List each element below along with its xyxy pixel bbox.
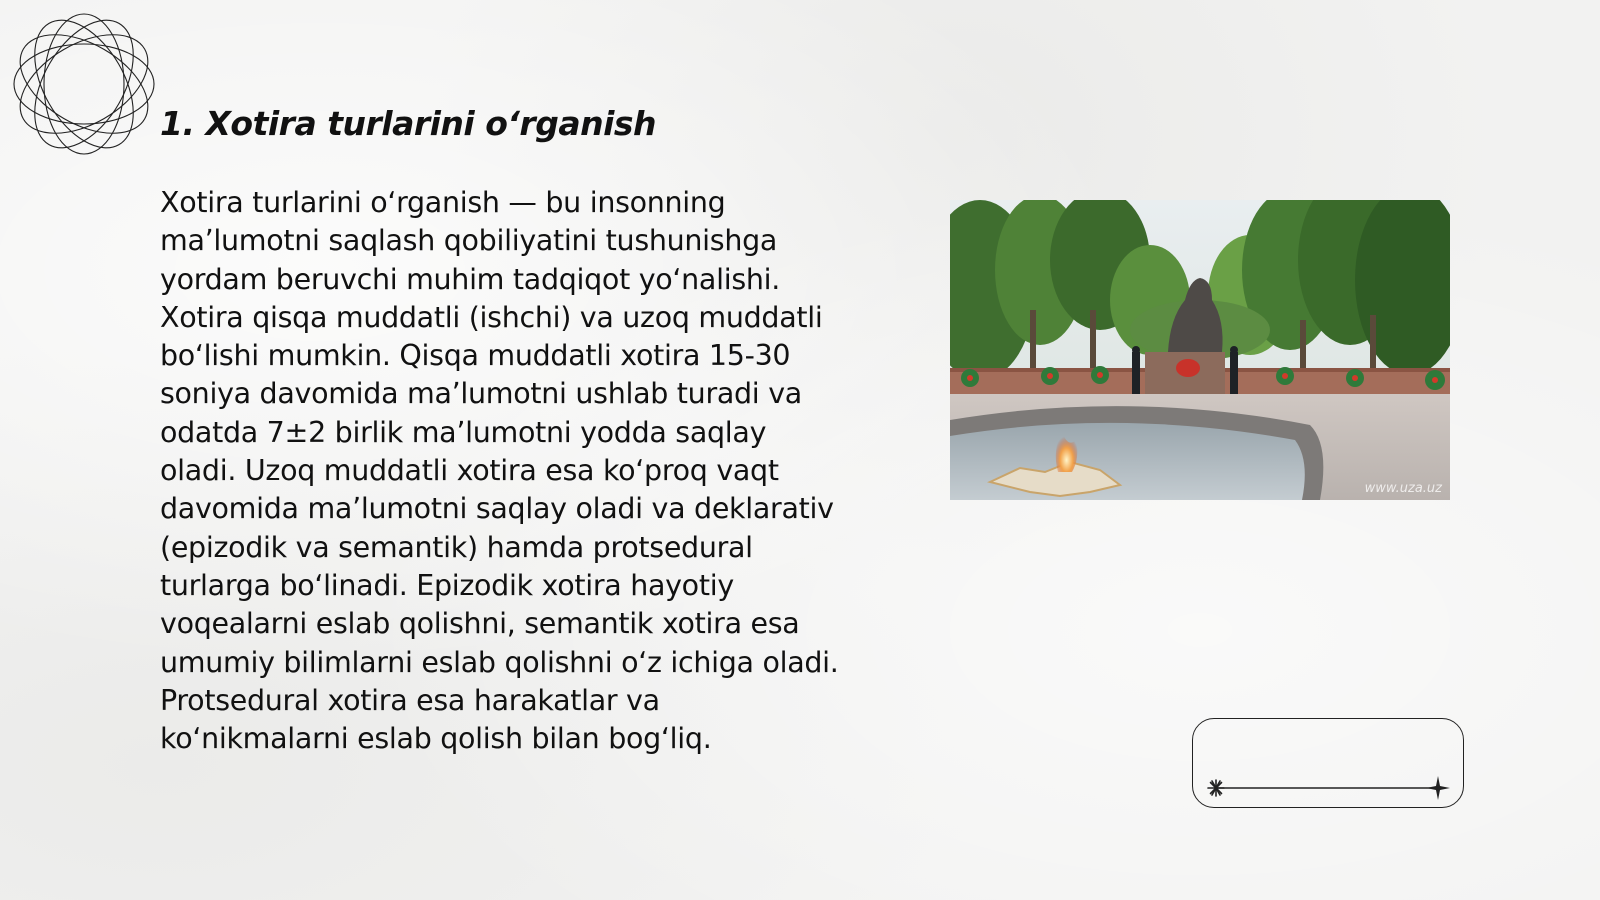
photo-watermark: www.uza.uz [1364, 481, 1442, 496]
four-point-star-icon [1426, 776, 1450, 800]
memorial-photo [950, 200, 1450, 500]
body-paragraph: Xotira turlarini oʻrganish — bu insonning maʼlumotni saqlash qobiliyatini tushunishga yordam beruvchi muhim tadqiqot yoʻnalishi. Xotira qisqa muddatli (ishchi) va uzoq muddatli boʻlishi mumkin. Qisqa muddatli xotira 15-30 soniya davomida maʼlumotni ushlab turadi va odatda 7±2 birlik maʼlumotni yodda saqlay oladi. Uzoq muddatli xotira esa koʻproq vaqt davomida maʼlumotni saqlay oladi va deklarativ (epizodik va semantik) hamda protsedural turlarga boʻlinadi. Epizodik xotira hayotiy voqealarni eslab qolishni, semantik xotira esa umumiy bilimlarni eslab qolishni oʻz ichiga oladi. Protsedural xotira esa harakatlar va koʻnikmalarni eslab qolish bilan bogʻliq. [160, 186, 839, 756]
decorative-line [1202, 770, 1452, 806]
interlaced-circles-ornament-icon [10, 10, 158, 158]
slide-title: 1. Xotira turlarini oʻrganish [160, 104, 657, 143]
sparkle-star-icon [1208, 780, 1224, 796]
